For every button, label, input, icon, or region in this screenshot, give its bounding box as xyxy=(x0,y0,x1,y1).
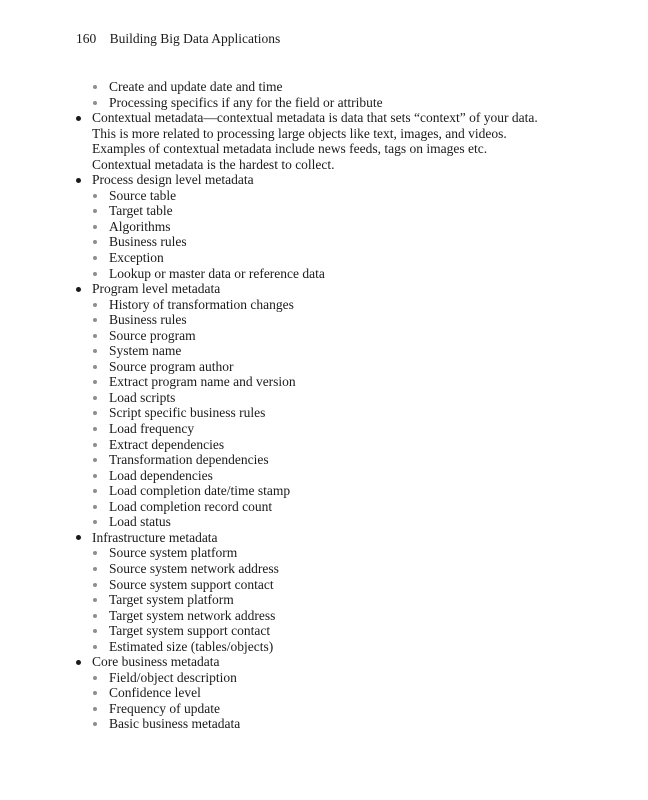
section-title: Program level metadata xyxy=(92,281,221,297)
sub-bullet-item: Source system platform xyxy=(76,545,576,561)
sub-bullet-item: Source system support contact xyxy=(76,577,576,593)
running-head xyxy=(76,30,280,48)
sub-bullet-item: Source program author xyxy=(76,359,576,375)
sub-bullet-item: Frequency of update xyxy=(76,701,576,717)
sub-bullet-item: Script specific business rules xyxy=(76,405,576,421)
sub-bullet-item: Transformation dependencies xyxy=(76,452,576,468)
sub-bullet-item: Target system platform xyxy=(76,592,576,608)
sub-bullet-item: Target system support contact xyxy=(76,623,576,639)
sub-bullet-item: Field/object description xyxy=(76,670,576,686)
sub-bullet-item: System name xyxy=(76,343,576,359)
sub-bullet-item: Target system network address xyxy=(76,608,576,624)
sub-bullet-item: Estimated size (tables/objects) xyxy=(76,639,576,655)
paragraph-line: Contextual metadata is the hardest to collect. xyxy=(92,156,335,172)
section-title: Process design level metadata xyxy=(92,172,254,188)
sub-bullet-item: Basic business metadata xyxy=(76,716,576,732)
sub-bullet-item: Algorithms xyxy=(76,219,576,235)
sub-bullet-item: Confidence level xyxy=(76,685,576,701)
sub-bullet-item: Business rules xyxy=(76,312,576,328)
sub-bullet-item: Exception xyxy=(76,250,576,266)
sub-bullet-item: Load dependencies xyxy=(76,468,576,484)
sub-bullet-item: Load completion record count xyxy=(76,499,576,515)
sub-bullet-item: Create and update date and time xyxy=(76,79,576,95)
contextual-metadata-bullet xyxy=(76,110,576,172)
sub-bullet-item: History of transformation changes xyxy=(76,297,576,313)
sub-bullet-item: Target table xyxy=(76,203,576,219)
page-number: 160 xyxy=(76,31,97,46)
sub-bullet-item: Load status xyxy=(76,514,576,530)
sub-bullet-item: Processing specifics if any for the field or attribute xyxy=(76,95,576,111)
sub-bullet-item: Source system network address xyxy=(76,561,576,577)
sub-bullet-item: Extract program name and version xyxy=(76,374,576,390)
section-heading-bullet xyxy=(76,530,576,546)
paragraph-line: Contextual metadata—contextual metadata is data that sets “context” of your data. xyxy=(92,110,538,126)
sub-bullet-item: Business rules xyxy=(76,234,576,250)
paragraph-line: This is more related to processing large objects like text, images, and videos. xyxy=(92,125,507,141)
sub-bullet-item: Extract dependencies xyxy=(76,437,576,453)
sub-bullet-item: Lookup or master data or reference data xyxy=(76,266,576,282)
sub-bullet-item: Load scripts xyxy=(76,390,576,406)
sub-bullet-item: Source program xyxy=(76,328,576,344)
section-title: Core business metadata xyxy=(92,654,220,670)
page-body xyxy=(76,79,576,732)
sub-bullet-item: Load completion date/time stamp xyxy=(76,483,576,499)
sub-bullet-item: Load frequency xyxy=(76,421,576,437)
section-heading-bullet xyxy=(76,172,576,188)
sub-bullet-item: Source table xyxy=(76,188,576,204)
running-title: Building Big Data Applications xyxy=(109,31,281,46)
section-heading-bullet xyxy=(76,281,576,297)
section-title: Infrastructure metadata xyxy=(92,529,218,545)
section-heading-bullet xyxy=(76,654,576,670)
paragraph-line: Examples of contextual metadata include news feeds, tags on images etc. xyxy=(92,141,488,157)
